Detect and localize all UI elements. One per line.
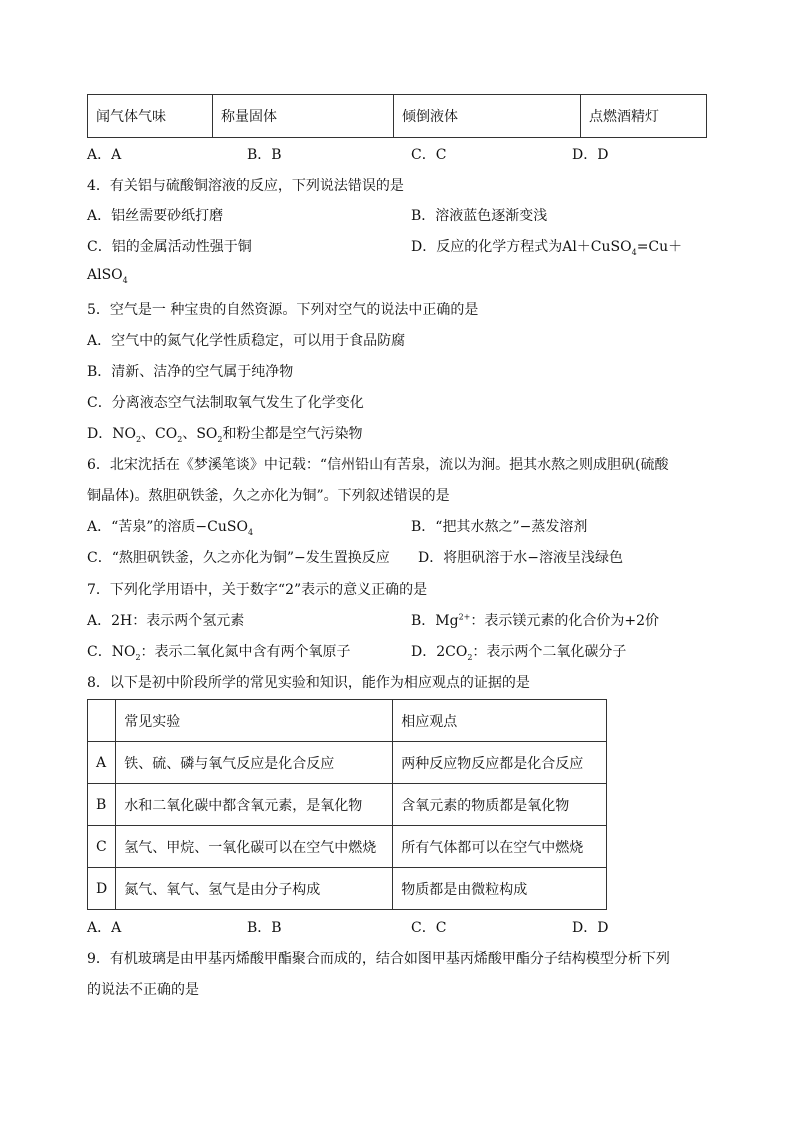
q7-option-d[interactable] — [411, 643, 626, 661]
q8-row-label: C — [88, 826, 116, 868]
q4-option-d-continued — [87, 266, 128, 284]
q8-option-a[interactable]: A．A — [87, 920, 122, 936]
q6-stem-line1: 6．北宋沈括在《梦溪笔谈》中记载：“信州铅山有苦泉，流以为涧。挹其水熬之则成胆矾(硫酸 — [87, 457, 669, 473]
q3-table — [87, 94, 707, 138]
q8-cell: 铁、硫、磷与氧气反应是化合反应 — [116, 742, 393, 784]
q5-option-b[interactable]: B．清新、洁净的空气属于纯净物 — [87, 364, 294, 380]
q3-cell: 倾倒液体 — [394, 95, 581, 138]
q8-table — [87, 699, 607, 910]
q8-stem: 8．以下是初中阶段所学的常见实验和知识，能作为相应观点的证据的是 — [87, 675, 530, 691]
q7-option-c[interactable] — [87, 643, 351, 661]
q8-cell: 所有气体都可以在空气中燃烧 — [393, 826, 607, 868]
q6-a-sub: 4 — [247, 527, 254, 537]
q5-d-sub: 2 — [135, 434, 142, 444]
q8-row-label: D — [88, 868, 116, 910]
q6-option-b[interactable]: B．“把其水熬之”−蒸发溶剂 — [411, 519, 588, 535]
q3-option-c[interactable]: C．C — [411, 147, 447, 163]
q6-option-c[interactable]: C．“熬胆矾铁釜，久之亦化为铜”−发生置换反应 — [87, 550, 390, 566]
q9-stem-line2: 的说法不正确的是 — [87, 982, 199, 998]
q3-cell: 称量固体 — [213, 95, 394, 138]
q8-option-c[interactable]: C．C — [411, 920, 447, 936]
q4-option-a[interactable]: A．铝丝需要砂纸打磨 — [87, 208, 224, 224]
q8-cell: 两种反应物反应都是化合反应 — [393, 742, 607, 784]
q3-option-a[interactable]: A．A — [87, 147, 122, 163]
q4-option-b[interactable]: B．溶液蓝色逐渐变浅 — [411, 208, 548, 224]
q4-d-text: D．反应的化学方程式为Al＋CuSO — [411, 239, 632, 255]
q4-d-end: =Cu＋ — [636, 239, 683, 255]
q5-d-part: 和粉尘都是空气污染物 — [222, 426, 363, 442]
q5-d-part: 、CO — [141, 426, 178, 442]
q5-d-sub: 2 — [217, 434, 223, 444]
q7-b-part: ：表示镁元素的化合价为+2价 — [470, 613, 660, 629]
q3-option-d[interactable]: D．D — [572, 147, 609, 163]
q7-option-a[interactable]: A．2H：表示两个氢元素 — [87, 613, 245, 629]
q7-option-b[interactable] — [411, 612, 659, 630]
q7-c-part: C．NO — [87, 644, 136, 660]
q5-d-part: 、SO — [182, 426, 218, 442]
q6-a-text: A．“苦泉”的溶质−CuSO — [87, 519, 248, 535]
q7-b-sup: 2+ — [458, 612, 471, 622]
q8-row-label: A — [88, 742, 116, 784]
q3-cell: 闻气体气味 — [88, 95, 213, 138]
q8-header-cell: 相应观点 — [393, 700, 607, 742]
q8-header-cell: 常见实验 — [116, 700, 393, 742]
q7-d-part: D．2CO — [411, 644, 468, 660]
q8-header-cell — [88, 700, 116, 742]
q4-stem: 4．有关铝与硫酸铜溶液的反应，下列说法错误的是 — [87, 178, 404, 194]
q8-row-label: B — [88, 784, 116, 826]
q8-cell: 物质都是由微粒构成 — [393, 868, 607, 910]
q8-option-b[interactable]: B．B — [247, 920, 282, 936]
q8-cell: 含氧元素的物质都是氧化物 — [393, 784, 607, 826]
q9-stem-line1: 9．有机玻璃是由甲基丙烯酸甲酯聚合而成的，结合如图甲基丙烯酸甲酯分子结构模型分析下列 — [87, 951, 670, 967]
q7-d-part: ：表示两个二氧化碳分子 — [472, 644, 627, 660]
q5-option-a[interactable]: A．空气中的氮气化学性质稳定，可以用于食品防腐 — [87, 333, 406, 349]
q8-option-d[interactable]: D．D — [572, 920, 609, 936]
q3-option-b[interactable]: B．B — [247, 147, 282, 163]
q8-cell: 氮气、氧气、氢气是由分子构成 — [116, 868, 393, 910]
q7-b-part: B．Mg — [411, 613, 459, 629]
q5-option-c[interactable]: C．分离液态空气法制取氧气发生了化学变化 — [87, 395, 364, 411]
q7-stem: 7．下列化学用语中，关于数字“2”表示的意义正确的是 — [87, 582, 428, 598]
q7-c-part: ：表示二氧化氮中含有两个氧原子 — [140, 644, 351, 660]
q4-d-line2-sub: 4 — [122, 275, 128, 285]
q7-d-sub: 2 — [467, 652, 473, 662]
q5-d-sub: 2 — [177, 434, 183, 444]
q7-c-sub: 2 — [135, 652, 141, 662]
q6-stem-line2: 铜晶体)。熬胆矾铁釜，久之亦化为铜”。下列叙述错误的是 — [87, 488, 450, 504]
q5-d-part: D．NO — [87, 426, 136, 442]
q5-stem: 5．空气是一 种宝贵的自然资源。下列对空气的说法中正确的是 — [87, 302, 479, 318]
q4-option-c[interactable]: C．铝的金属活动性强于铜 — [87, 239, 252, 255]
q4-d-sub: 4 — [631, 247, 637, 257]
q8-cell: 氢气、甲烷、一氧化碳可以在空气中燃烧 — [116, 826, 393, 868]
q4-option-d[interactable] — [411, 238, 682, 256]
q4-d-line2: AlSO — [87, 267, 123, 283]
q8-cell: 水和二氧化碳中都含氧元素，是氧化物 — [116, 784, 393, 826]
q6-option-d[interactable]: D．将胆矾溶于水−溶液呈浅绿色 — [418, 550, 623, 566]
q6-option-a[interactable] — [87, 518, 253, 536]
q5-option-d[interactable] — [87, 425, 363, 443]
q3-cell: 点燃酒精灯 — [581, 95, 707, 138]
